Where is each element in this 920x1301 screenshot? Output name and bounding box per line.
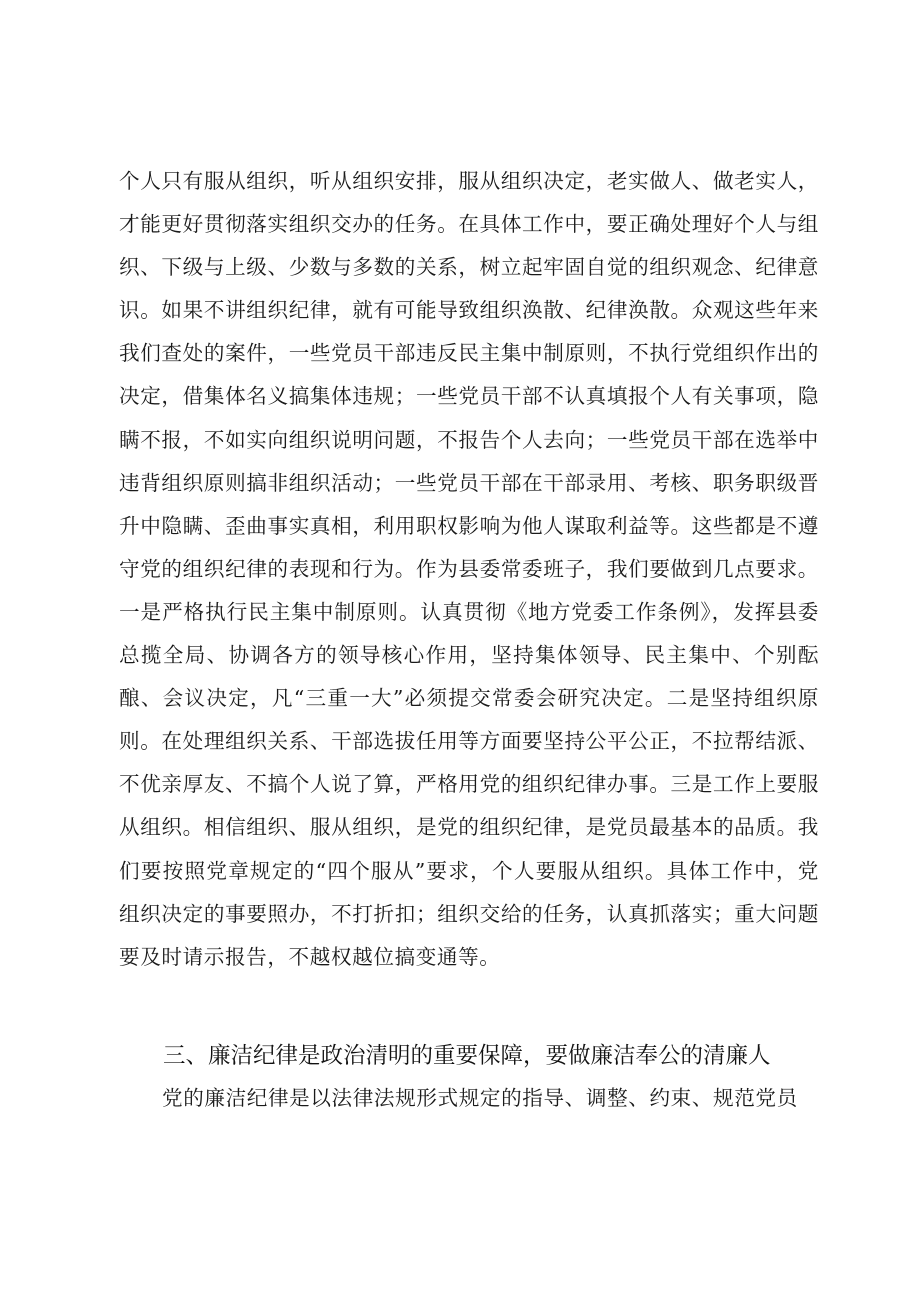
- section-heading: 三、廉洁纪律是政治清明的重要保障，要做廉洁奉公的清廉人: [163, 1043, 771, 1069]
- body-paragraph: 个人只有服从组织，听从组织安排，服从组织决定，老实做人、做老实人，才能更好贯彻落实组织交办的任务。在具体工作中，要正确处理好个人与组织、下级与上级、少数与多数的关系，树立起牢固自觉的组织观念、纪律意识。如果不讲组织纪律，就有可能导致组织涣散、纪律涣散。众观这些年来我们查处的案件，一些党员干部违反民主集中制原则，不执行党组织作出的决定，借集体名义搞集体违规；一些党员干部不认真填报个人有关事项，隐瞒不报，不如实向组织说明问题，不报告个人去向；一些党员干部在选举中违背组织原则搞非组织活动；一些党员干部在干部录用、考核、职务职级晋升中隐瞒、歪曲事实真相，利用职权影响为他人谋取利益等。这些都是不遵守党的组织纪律的表现和行为。作为县委常委班子，我们要做到几点要求。一是严格执行民主集中制原则。认真贯彻《地方党委工作条例》，发挥县委总揽全局、协调各方的领导核心作用，坚持集体领导、民主集中、个别酝酿、会议决定，凡“三重一大”必须提交常委会研究决定。二是坚持组织原则。在处理组织关系、干部选拔任用等方面要坚持公平公正，不拉帮结派、不优亲厚友、不搞个人说了算，严格用党的组织纪律办事。三是工作上要服从组织。相信组织、服从组织，是党的组织纪律，是党员最基本的品质。我们要按照党章规定的“四个服从”要求，个人要服从组织。具体工作中，党组织决定的事要照办，不打折扣；组织交给的任务，认真抓落实；重大问题要及时请示报告，不越权越位搞变通等。: [119, 169, 819, 969]
- next-paragraph: 党的廉洁纪律是以法律法规形式规定的指导、调整、约束、规范党员: [162, 1086, 798, 1110]
